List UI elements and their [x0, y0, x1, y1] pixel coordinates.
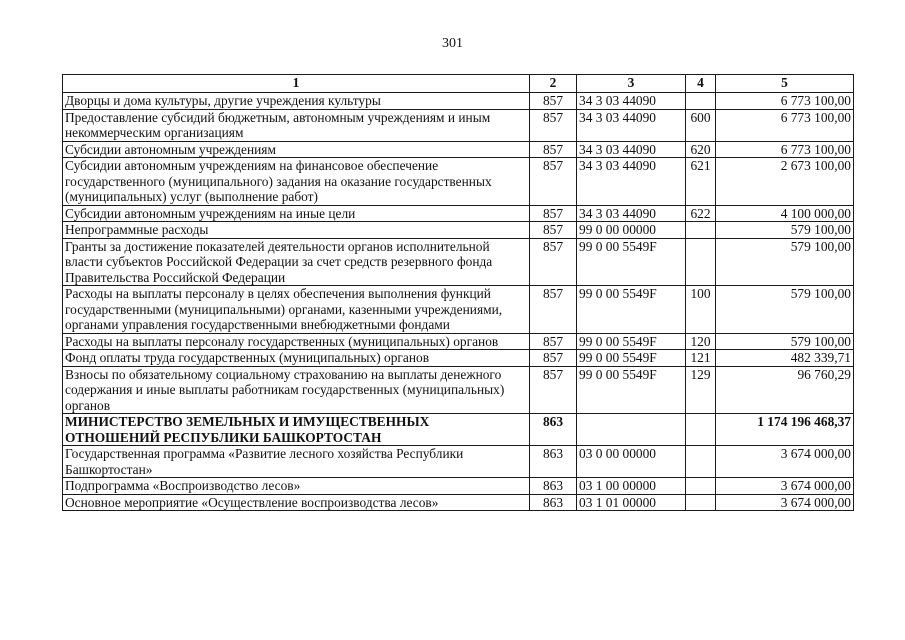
table-row — [63, 93, 854, 110]
table-row — [63, 478, 854, 495]
row-vr-cell — [686, 446, 716, 478]
row-csr-cell: 34 3 03 44090 — [577, 205, 686, 222]
row-ved-cell: 857 — [530, 286, 577, 334]
row-ved-cell: 863 — [530, 446, 577, 478]
row-vr-cell — [686, 414, 716, 446]
row-vr-cell: 121 — [686, 350, 716, 367]
row-ved-cell: 863 — [530, 478, 577, 495]
table-row — [63, 446, 854, 478]
header-row — [63, 75, 854, 93]
row-name-cell: Гранты за достижение показателей деятельности органов исполнительной власти субъектов Российской Федерации за счет средств резервного фонда Правительства Российской Федерации — [63, 238, 530, 286]
row-sum-cell: 579 100,00 — [716, 222, 854, 239]
row-ved-cell: 863 — [530, 414, 577, 446]
row-sum-cell: 96 760,29 — [716, 366, 854, 414]
row-csr-cell: 34 3 03 44090 — [577, 158, 686, 206]
row-csr-cell: 03 0 00 00000 — [577, 446, 686, 478]
row-sum-cell: 6 773 100,00 — [716, 141, 854, 158]
row-sum-cell: 6 773 100,00 — [716, 109, 854, 141]
table-row — [63, 238, 854, 286]
page-number: 301 — [442, 36, 463, 51]
row-sum-cell: 482 339,71 — [716, 350, 854, 367]
header-cell-name: 1 — [63, 75, 530, 93]
row-csr-cell: 99 0 00 5549F — [577, 238, 686, 286]
row-csr-cell: 99 0 00 5549F — [577, 366, 686, 414]
table-row — [63, 333, 854, 350]
row-vr-cell: 622 — [686, 205, 716, 222]
row-csr-cell: 34 3 03 44090 — [577, 109, 686, 141]
table-row — [63, 109, 854, 141]
row-ved-cell: 863 — [530, 494, 577, 511]
row-sum-cell: 6 773 100,00 — [716, 93, 854, 110]
row-sum-cell: 3 674 000,00 — [716, 446, 854, 478]
row-name-cell: Расходы на выплаты персоналу государственных (муниципальных) органов — [63, 333, 530, 350]
row-name-cell: Дворцы и дома культуры, другие учреждения культуры — [63, 93, 530, 110]
row-csr-cell: 99 0 00 5549F — [577, 350, 686, 367]
row-ved-cell: 857 — [530, 93, 577, 110]
row-ved-cell: 857 — [530, 238, 577, 286]
table-row — [63, 205, 854, 222]
table-row — [63, 158, 854, 206]
row-sum-cell: 3 674 000,00 — [716, 494, 854, 511]
table-row — [63, 366, 854, 414]
table-row — [63, 286, 854, 334]
row-name-cell: Государственная программа «Развитие лесного хозяйства Республики Башкортостан» — [63, 446, 530, 478]
row-name-cell: Субсидии автономным учреждениям на иные цели — [63, 205, 530, 222]
row-name-cell: Субсидии автономным учреждениям — [63, 141, 530, 158]
row-name-cell: Предоставление субсидий бюджетным, автономным учреждениям и иным некоммерческим организациям — [63, 109, 530, 141]
row-vr-cell: 129 — [686, 366, 716, 414]
row-name-cell: Основное мероприятие «Осуществление воспроизводства лесов» — [63, 494, 530, 511]
row-csr-cell: 99 0 00 5549F — [577, 286, 686, 334]
row-csr-cell — [577, 414, 686, 446]
row-sum-cell: 3 674 000,00 — [716, 478, 854, 495]
row-sum-cell: 579 100,00 — [716, 286, 854, 334]
row-csr-cell: 03 1 01 00000 — [577, 494, 686, 511]
row-ved-cell: 857 — [530, 141, 577, 158]
row-name-cell: МИНИСТЕРСТВО ЗЕМЕЛЬНЫХ И ИМУЩЕСТВЕННЫХ ОТНОШЕНИЙ РЕСПУБЛИКИ БАШКОРТОСТАН — [63, 414, 530, 446]
row-vr-cell — [686, 93, 716, 110]
row-ved-cell: 857 — [530, 366, 577, 414]
row-name-cell: Расходы на выплаты персоналу в целях обеспечения выполнения функций государственными (муниципальными) органами, казенными учреждениями, органами управления государственными внебюджетными фондами — [63, 286, 530, 334]
row-ved-cell: 857 — [530, 350, 577, 367]
row-vr-cell — [686, 238, 716, 286]
row-ved-cell: 857 — [530, 205, 577, 222]
row-name-cell: Фонд оплаты труда государственных (муниципальных) органов — [63, 350, 530, 367]
header-cell-csr: 3 — [577, 75, 686, 93]
row-vr-cell: 621 — [686, 158, 716, 206]
row-name-cell: Взносы по обязательному социальному страхованию на выплаты денежного содержания и иные выплаты работникам государственных (муниципальных) органов — [63, 366, 530, 414]
budget-table — [62, 74, 854, 511]
row-name-cell: Субсидии автономным учреждениям на финансовое обеспечение государственного (муниципального) задания на оказание государственных (муниципальных) услуг (выполнение работ) — [63, 158, 530, 206]
header-cell-sum: 5 — [716, 75, 854, 93]
row-ved-cell: 857 — [530, 158, 577, 206]
row-vr-cell: 120 — [686, 333, 716, 350]
row-vr-cell — [686, 494, 716, 511]
table-body — [63, 93, 854, 511]
row-vr-cell — [686, 222, 716, 239]
row-ved-cell: 857 — [530, 109, 577, 141]
row-ved-cell: 857 — [530, 333, 577, 350]
header-cell-ved: 2 — [530, 75, 577, 93]
row-name-cell: Непрограммные расходы — [63, 222, 530, 239]
row-csr-cell: 99 0 00 00000 — [577, 222, 686, 239]
row-name-cell: Подпрограмма «Воспроизводство лесов» — [63, 478, 530, 495]
table-row — [63, 494, 854, 511]
row-sum-cell: 1 174 196 468,37 — [716, 414, 854, 446]
row-vr-cell: 600 — [686, 109, 716, 141]
row-vr-cell — [686, 478, 716, 495]
row-csr-cell: 34 3 03 44090 — [577, 93, 686, 110]
row-sum-cell: 579 100,00 — [716, 333, 854, 350]
table-row — [63, 350, 854, 367]
row-sum-cell: 4 100 000,00 — [716, 205, 854, 222]
table-row — [63, 141, 854, 158]
row-csr-cell: 99 0 00 5549F — [577, 333, 686, 350]
row-sum-cell: 2 673 100,00 — [716, 158, 854, 206]
row-sum-cell: 579 100,00 — [716, 238, 854, 286]
row-csr-cell: 03 1 00 00000 — [577, 478, 686, 495]
table-row — [63, 222, 854, 239]
row-ved-cell: 857 — [530, 222, 577, 239]
row-vr-cell: 100 — [686, 286, 716, 334]
table-row — [63, 414, 854, 446]
row-csr-cell: 34 3 03 44090 — [577, 141, 686, 158]
row-vr-cell: 620 — [686, 141, 716, 158]
header-cell-vr: 4 — [686, 75, 716, 93]
